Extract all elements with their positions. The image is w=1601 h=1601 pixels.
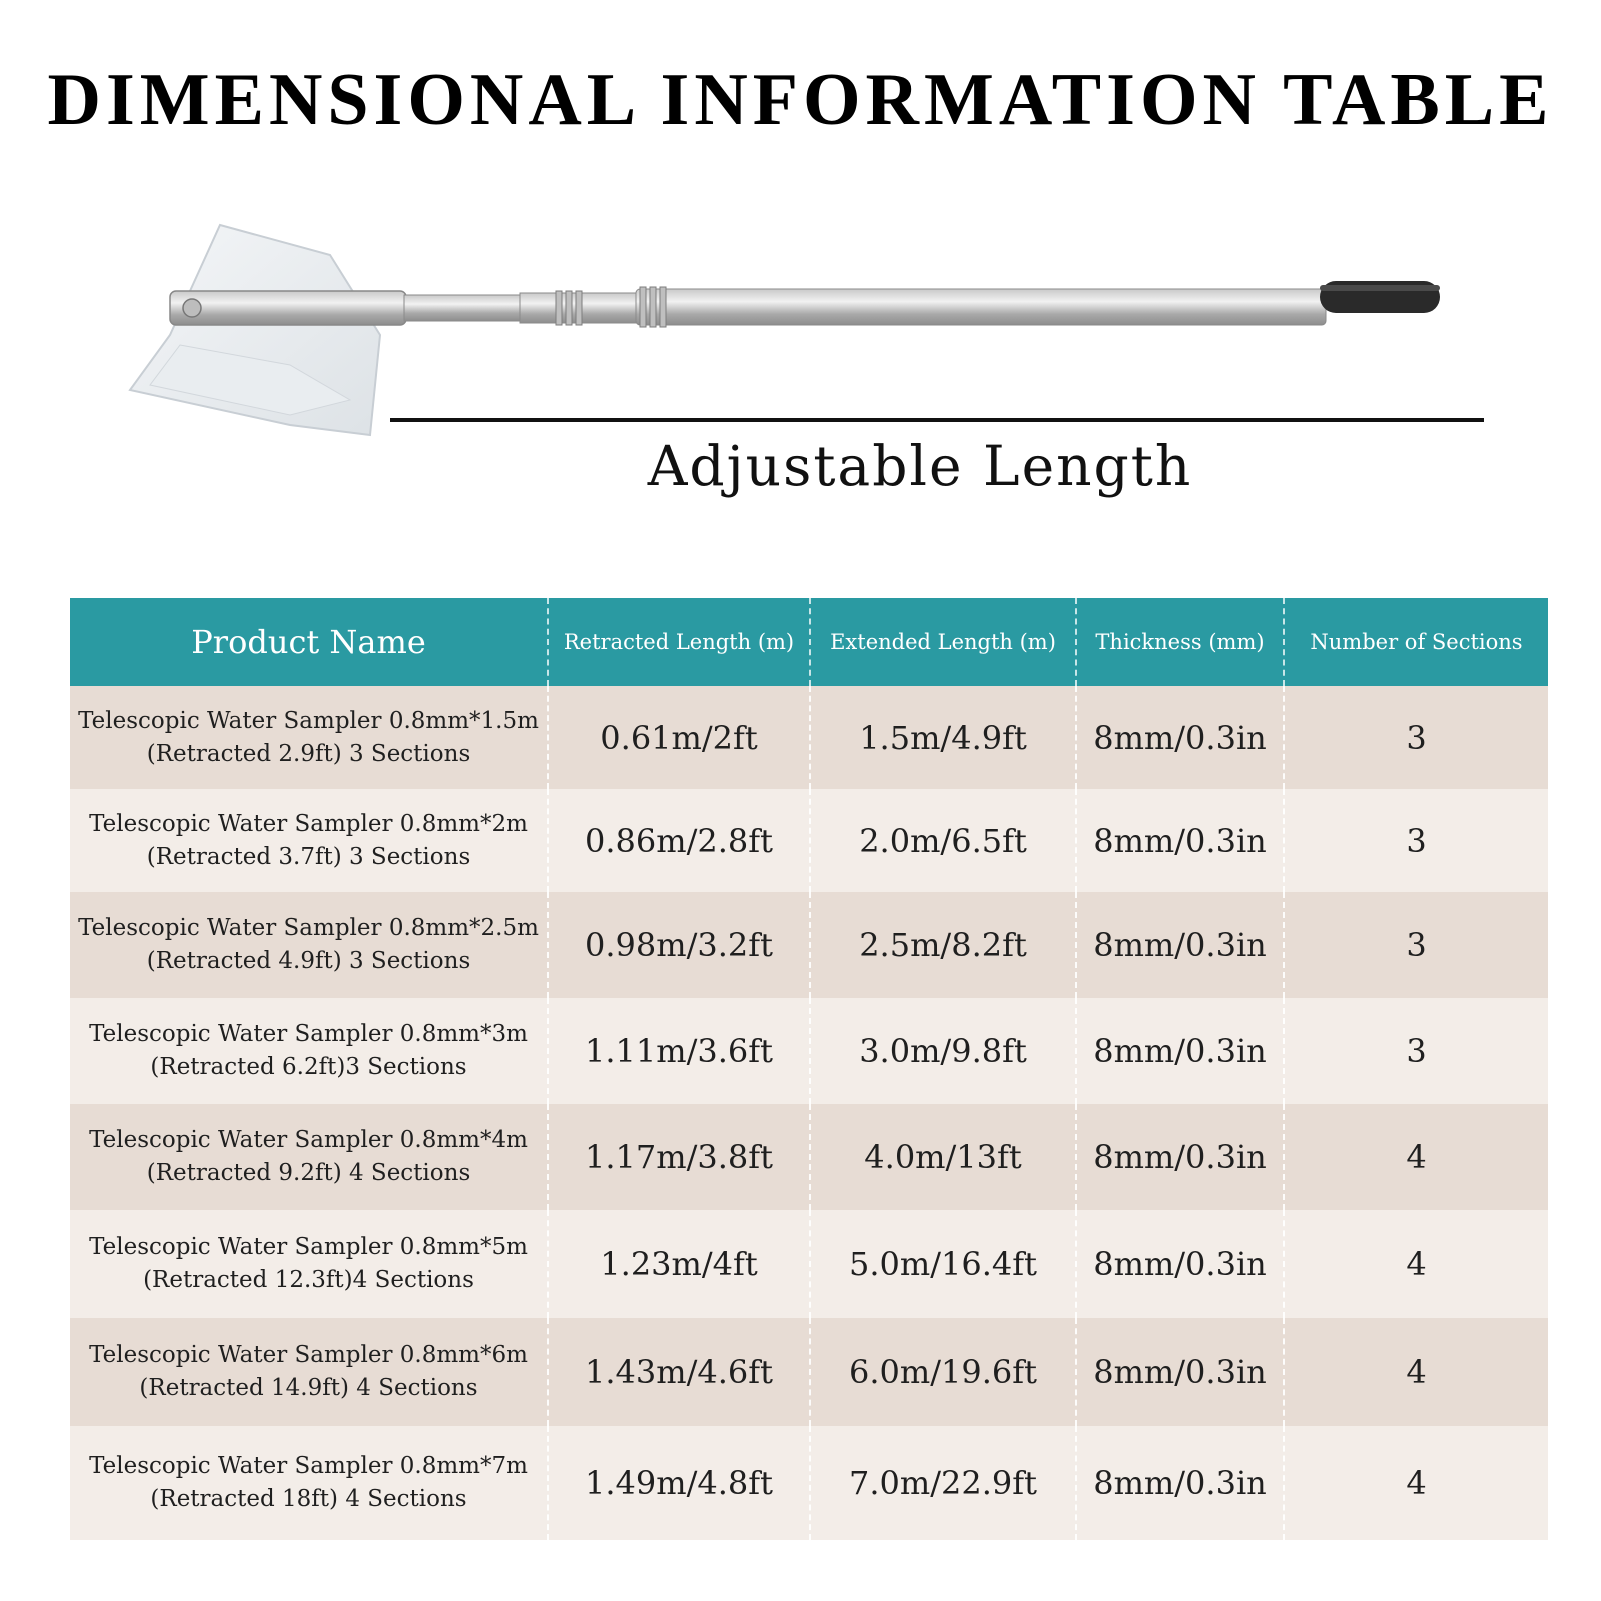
product-name-cell: Telescopic Water Sampler 0.8mm*7m (Retracted 18ft) 4 Sections — [70, 1426, 548, 1540]
sections-cell: 3 — [1284, 892, 1548, 998]
table-row — [70, 892, 1548, 998]
header-extended-length: Extended Length (m) — [810, 598, 1076, 686]
thickness-cell: 8mm/0.3in — [1076, 1210, 1284, 1318]
extended-length-cell: 7.0m/22.9ft — [810, 1426, 1076, 1540]
sections-cell: 4 — [1284, 1210, 1548, 1318]
header-thickness: Thickness (mm) — [1076, 598, 1284, 686]
product-name-cell: Telescopic Water Sampler 0.8mm*1.5m (Retracted 2.9ft) 3 Sections — [70, 686, 548, 789]
table-header-row — [70, 598, 1548, 686]
adjustable-length-caption: Adjustable Length — [647, 434, 1193, 498]
retracted-length-cell: 1.11m/3.6ft — [548, 998, 810, 1104]
header-retracted-length: Retracted Length (m) — [548, 598, 810, 686]
dimensions-table — [70, 598, 1548, 1540]
extended-length-cell: 3.0m/9.8ft — [810, 998, 1076, 1104]
sections-cell: 3 — [1284, 998, 1548, 1104]
thickness-cell: 8mm/0.3in — [1076, 1426, 1284, 1540]
retracted-length-cell: 1.17m/3.8ft — [548, 1104, 810, 1210]
sections-cell: 3 — [1284, 686, 1548, 789]
header-number-of-sections: Number of Sections — [1284, 598, 1548, 686]
thickness-cell: 8mm/0.3in — [1076, 892, 1284, 998]
header-product-name: Product Name — [70, 598, 548, 686]
table-row — [70, 1210, 1548, 1318]
thickness-cell: 8mm/0.3in — [1076, 789, 1284, 892]
extended-length-cell: 2.0m/6.5ft — [810, 789, 1076, 892]
sections-cell: 4 — [1284, 1318, 1548, 1426]
thickness-cell: 8mm/0.3in — [1076, 998, 1284, 1104]
table-row — [70, 1104, 1548, 1210]
sections-cell: 3 — [1284, 789, 1548, 892]
extended-length-cell: 5.0m/16.4ft — [810, 1210, 1076, 1318]
sections-cell: 4 — [1284, 1426, 1548, 1540]
table-row — [70, 789, 1548, 892]
pole-section-1 — [404, 295, 524, 321]
extended-length-cell: 2.5m/8.2ft — [810, 892, 1076, 998]
extended-length-cell: 1.5m/4.9ft — [810, 686, 1076, 789]
table-row — [70, 998, 1548, 1104]
retracted-length-cell: 0.86m/2.8ft — [548, 789, 810, 892]
retracted-length-cell: 1.49m/4.8ft — [548, 1426, 810, 1540]
product-name-cell: Telescopic Water Sampler 0.8mm*6m (Retracted 14.9ft) 4 Sections — [70, 1318, 548, 1426]
thickness-cell: 8mm/0.3in — [1076, 686, 1284, 789]
retracted-length-cell: 1.23m/4ft — [548, 1210, 810, 1318]
pole-section-3 — [636, 289, 1326, 325]
retracted-length-cell: 1.43m/4.6ft — [548, 1318, 810, 1426]
product-name-cell: Telescopic Water Sampler 0.8mm*2m (Retracted 3.7ft) 3 Sections — [70, 789, 548, 892]
product-name-cell: Telescopic Water Sampler 0.8mm*5m (Retracted 12.3ft)4 Sections — [70, 1210, 548, 1318]
length-indicator-line — [390, 418, 1484, 422]
product-name-cell: Telescopic Water Sampler 0.8mm*2.5m (Retracted 4.9ft) 3 Sections — [70, 892, 548, 998]
product-name-cell: Telescopic Water Sampler 0.8mm*3m (Retracted 6.2ft)3 Sections — [70, 998, 548, 1104]
sections-cell: 4 — [1284, 1104, 1548, 1210]
retracted-length-cell: 0.61m/2ft — [548, 686, 810, 789]
extended-length-cell: 4.0m/13ft — [810, 1104, 1076, 1210]
thickness-cell: 8mm/0.3in — [1076, 1104, 1284, 1210]
table-row — [70, 1318, 1548, 1426]
clamp-arm — [170, 291, 406, 325]
product-name-cell: Telescopic Water Sampler 0.8mm*4m (Retracted 9.2ft) 4 Sections — [70, 1104, 548, 1210]
thickness-cell: 8mm/0.3in — [1076, 1318, 1284, 1426]
retracted-length-cell: 0.98m/3.2ft — [548, 892, 810, 998]
page-title: DIMENSIONAL INFORMATION TABLE — [47, 59, 1554, 141]
table-row — [70, 686, 1548, 789]
extended-length-cell: 6.0m/19.6ft — [810, 1318, 1076, 1426]
table-row — [70, 1426, 1548, 1540]
